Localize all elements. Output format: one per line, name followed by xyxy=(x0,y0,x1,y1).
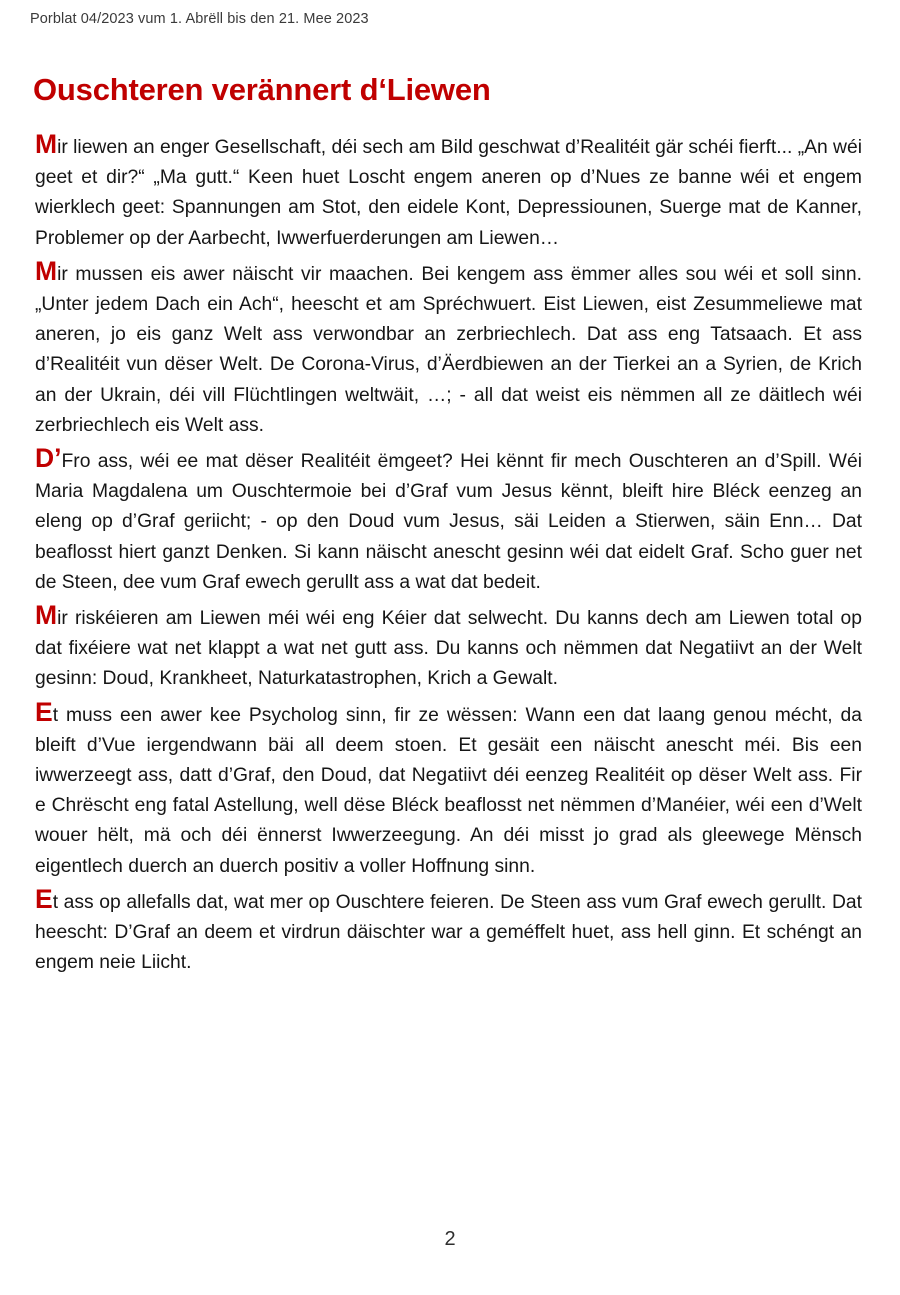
paragraph-text: ir liewen an enger Gesellschaft, déi sech am Bild geschwat d’Realitéit gär schéi fierft... „An wéi geet et dir?“ „Ma gutt.“ Keen huet Loscht engem aneren op d’Nues ze banne wéi et engem wierklech geet: Spannungen am Stot, den eidele Kont, Depressiounen, Suerge mat de Kanner, Problemer op der Aarbecht, Iwwerfuerderungen am Liewen… xyxy=(35,137,862,249)
page-title: Ouschteren verännert d‘Liewen xyxy=(33,71,491,107)
running-head: Porblat 04/2023 vum 1. Abrëll bis den 21. Mee 2023 xyxy=(30,11,369,27)
paragraph-text: t ass op allefalls dat, wat mer op Ouschtere feieren. De Steen ass vum Graf ewech gerullt. Dat heescht: D’Graf an deem et virdrun däischter war a geméffelt huet, ass hell ginn. Et schéngt an engem neie Liicht. xyxy=(35,891,862,974)
paragraph xyxy=(35,696,862,882)
drop-cap: D’ xyxy=(35,443,62,474)
paragraph-text: ir mussen eis awer näischt vir maachen. Bei kengem ass ëmmer alles sou wéi et soll sinn. „Unter jedem Dach ein Ach“, heescht et am Spréchwuert. Eist Liewen, eist Zesummeliewe mat aneren, jo eis ganz Welt ass verwondbar an zerbriechlech. Dat ass eng Tatsaach. Et ass d’Realitéit vun dëser Welt. De Corona-Virus, d’Äerdbiewen an der Tierkei an a Syrien, de Krich an der Ukrain, déi vill Flüchtlingen weltwäit, …; - all dat weist eis nëmmen all ze däitlech wéi zerbriechlech eis Welt ass. xyxy=(35,263,862,436)
paragraph xyxy=(35,255,862,441)
paragraph xyxy=(35,443,862,598)
paragraph-text: t muss een awer kee Psycholog sinn, fir ze wëssen: Wann een dat laang genou mécht, da bleift d’Vue iergendwann bäi all deem stoen. Et gesäit een näischt anescht méi. Bis een iwwerzeegt ass, datt d’Graf, den Doud, dat Negatiivt déi eenzeg Realitéit op dëser Welt ass. Fir e Chrëscht eng fatal Astellung, well dëse Bléck beaflosst net nëmmen d’Manéier, wéi een d’Welt wouer hëlt, mä och déi ënnerst Iwwerzeegung. An déi misst jo grad als gleewege Mënsch eigentlech duerch an duerch positiv a voller Hoffnung sinn. xyxy=(35,704,862,877)
paragraph-text: Fro ass, wéi ee mat dëser Realitéit ëmgeet? Hei kënnt fir mech Ouschteren an d’Spill. Wéi Maria Magdalena um Ouschtermoie bei d’Graf vum Jesus kënnt, bleift hire Bléck eenzeg an eleng op d’Graf geriicht; - op den Doud vum Jesus, säi Leiden a Stierwen, säin Enn… Dat beaflosst hiert ganzt Denken. Si kann näischt anescht gesinn wéi dat eidelt Graf. Scho guer net de Steen, dee vum Graf ewech gerullt ass a wat dat bedeit. xyxy=(35,451,862,593)
drop-cap: M xyxy=(35,600,58,631)
paragraph-text: ir riskéieren am Liewen méi wéi eng Kéier dat selwecht. Du kanns dech am Liewen total op dat fixéiere wat net klappt a wat net gutt ass. Du kanns och nëmmen dat Negatiivt an der Welt gesinn: Doud, Krankheet, Naturkatastrophen, Krich a Gewalt. xyxy=(35,608,862,690)
paragraph xyxy=(35,129,862,254)
page-number: 2 xyxy=(444,1228,456,1250)
paragraph xyxy=(35,883,862,979)
paragraph xyxy=(35,600,862,695)
article-body xyxy=(35,129,862,978)
drop-cap: E xyxy=(35,883,53,914)
drop-cap: M xyxy=(35,129,58,159)
drop-cap: M xyxy=(35,255,58,286)
drop-cap: E xyxy=(35,696,53,727)
